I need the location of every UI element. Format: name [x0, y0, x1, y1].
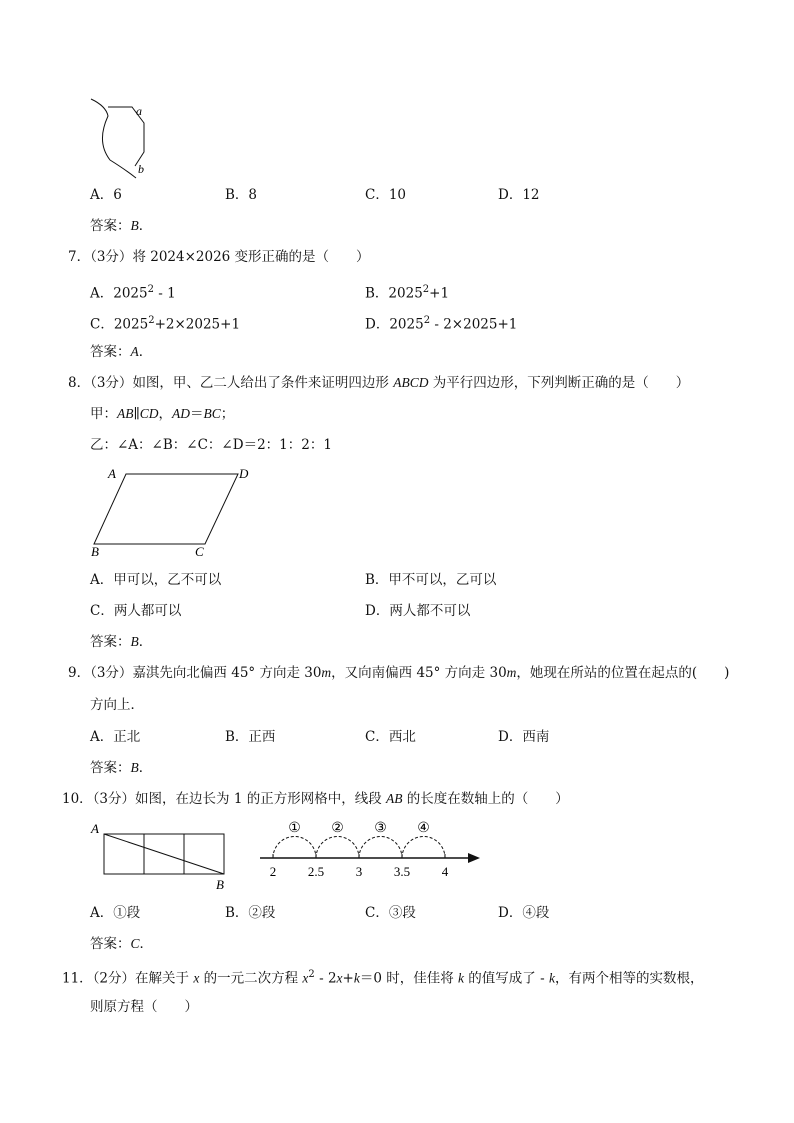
q10-answer: 答案：C． — [90, 936, 154, 952]
q9-stem-line2: 方向上． — [90, 697, 144, 713]
q10-grid-label-b: B — [216, 877, 224, 892]
q10-option-c[interactable]: C．③段 — [365, 905, 416, 921]
q7-answer: 答案：A． — [90, 344, 153, 360]
q9-option-b[interactable]: B．正西 — [225, 729, 276, 745]
q10-grid-figure — [88, 820, 238, 896]
number-line-segment-arc — [402, 837, 445, 859]
number-line-tick-label: 2 — [269, 864, 277, 879]
q6-option-b[interactable]: B．8 — [225, 187, 258, 203]
number-line-tick-label: 3.5 — [393, 864, 411, 879]
q9-option-c[interactable]: C．西北 — [365, 729, 416, 745]
q10-number-line-figure — [260, 818, 490, 880]
q8-stem: 8．（3分）如图，甲、乙二人给出了条件来证明四边形 ABCD 为平行四边形，下列判断正确的是（ ） — [68, 375, 690, 391]
number-line-segment-arc — [273, 837, 316, 859]
number-line-segment-mark: ③ — [374, 821, 387, 836]
q9-option-a[interactable]: A．正北 — [90, 729, 141, 745]
q8-vertex-b: B — [91, 544, 99, 559]
q7-option-b[interactable]: B．$2025^2+1$ — [365, 284, 450, 302]
q11-stem-line2: 则原方程（ ） — [90, 999, 198, 1015]
q9-answer: 答案：B． — [90, 760, 153, 776]
q6-option-a[interactable]: A．6 — [90, 187, 122, 203]
q7-option-d[interactable]: D．2025$^2$ - 2×2025+1 — [365, 315, 518, 333]
number-line-segment-mark: ② — [331, 821, 344, 836]
q7-option-a[interactable]: A．2025$^2$ - 1 — [90, 284, 176, 302]
number-line-tick-label: 3 — [355, 864, 363, 879]
q6-option-c[interactable]: C．10 — [365, 187, 407, 203]
q6-answer: 答案：B． — [90, 218, 153, 234]
q8-option-b[interactable]: B．甲不可以，乙可以 — [365, 572, 497, 588]
q10-option-a[interactable]: A．①段 — [90, 905, 141, 921]
q10-option-d[interactable]: D．④段 — [498, 905, 550, 921]
q6-label-a: a — [136, 104, 142, 118]
q6-polygon-figure — [88, 96, 158, 180]
q8-vertex-c: C — [195, 544, 204, 559]
q10-stem: 10．（3分）如图，在边长为 1 的正方形网格中，线段 AB 的长度在数轴上的（ ） — [62, 791, 569, 807]
q7-option-c[interactable]: C．$2025^2+2\times 2025+1$ — [90, 315, 241, 333]
number-line-tick-label: 4 — [441, 864, 449, 879]
q8-option-d[interactable]: D．两人都不可以 — [365, 603, 471, 619]
number-line-segment-mark: ① — [288, 821, 301, 836]
q8-parallelogram-figure — [88, 464, 258, 560]
q8-condition-jia: 甲：AB∥CD，AD＝BC； — [90, 406, 235, 422]
q8-option-c[interactable]: C．两人都可以 — [90, 603, 182, 619]
q6-option-d[interactable]: D．12 — [498, 187, 540, 203]
q11-stem: 11．（2分）在解关于 x 的一元二次方程 $x^2 - 2x+k=0$ 时，佳佳将 k 的值写成了 - k，有两个相等的实数根， — [62, 969, 704, 987]
q10-grid-label-a: A — [91, 821, 99, 836]
number-line-segment-arc — [359, 837, 402, 859]
q8-condition-yi: 乙：∠A：∠B：∠C：∠D＝2：1：2：1 — [90, 437, 332, 453]
number-line-arrow-icon — [468, 853, 480, 863]
q7-stem: 7．（3分）将 2024×2026 变形正确的是（ ） — [68, 249, 370, 265]
q8-vertex-a: A — [108, 466, 116, 481]
q10-option-b[interactable]: B．②段 — [225, 905, 276, 921]
number-line-segment-mark: ④ — [417, 821, 430, 836]
number-line-segment-arc — [316, 837, 359, 858]
q8-vertex-d: D — [239, 466, 249, 481]
q8-answer: 答案：B． — [90, 634, 153, 650]
number-line-tick-label: 2.5 — [307, 864, 325, 879]
q8-option-a[interactable]: A．甲可以，乙不可以 — [90, 572, 222, 588]
q9-stem: 9．（3分）嘉淇先向北偏西 45° 方向走 30m，又向南偏西 45° 方向走 30m，她现在所站的位置在起点的( ) — [68, 665, 730, 681]
q6-label-b: b — [138, 162, 144, 176]
q9-option-d[interactable]: D．西南 — [498, 729, 550, 745]
